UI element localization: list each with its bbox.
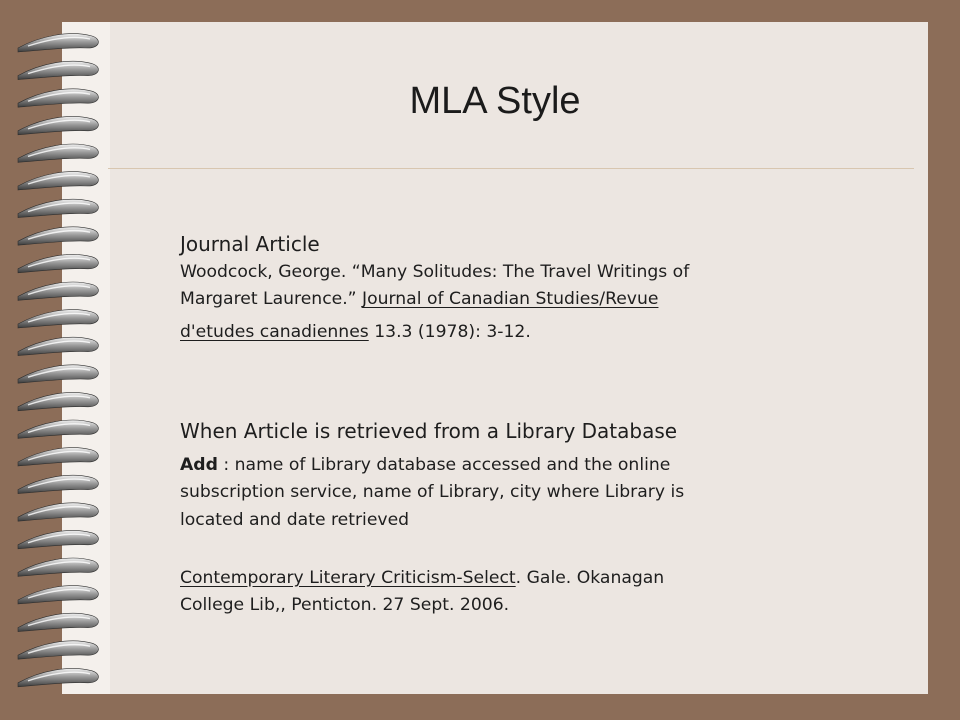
instruction-line: located and date retrieved [180, 509, 410, 530]
spiral-coil-icon [18, 337, 98, 355]
spiral-coil-icon [18, 144, 98, 162]
spiral-coil-icon [18, 392, 98, 410]
spiral-coil-icon [18, 641, 98, 659]
spiral-coil-icon [18, 586, 98, 604]
spiral-coil-icon [18, 310, 98, 328]
journal-title: d'etudes canadiennes [180, 321, 369, 342]
spiral-coil-icon [18, 613, 98, 631]
spiral-coil-icon [18, 558, 98, 576]
journal-citation [180, 259, 689, 346]
database-instructions [180, 452, 684, 534]
spiral-coil-icon [18, 172, 98, 190]
spiral-coil-icon [18, 420, 98, 438]
citation-text: Margaret Laurence.” [180, 289, 363, 310]
spiral-coil-icon [18, 503, 98, 521]
spiral-coil-icon [18, 254, 98, 272]
spiral-coil-icon [18, 34, 98, 52]
slide-title: MLA Style [409, 80, 581, 122]
example-text: . Gale. Okanagan [515, 568, 665, 588]
example-line [180, 565, 664, 592]
citation-line [180, 319, 689, 346]
database-heading: When Article is retrieved from a Library Database [180, 419, 678, 443]
title-divider [108, 168, 914, 169]
citation-line: Woodcock, George. “Many Solitudes: The Travel Writings of [180, 262, 690, 282]
instruction-line [180, 452, 684, 479]
spiral-coil-icon [18, 61, 98, 79]
spiral-coil-icon [18, 668, 98, 686]
journal-title: Journal of Canadian Studies/Revue [362, 289, 659, 310]
citation-text: 13.3 (1978): 3-12. [368, 321, 531, 342]
spiral-coil-icon [18, 475, 98, 493]
instruction-text: : name of Library database accessed and the online [217, 455, 671, 475]
spiral-coil-icon [18, 530, 98, 548]
spiral-coil-icon [18, 227, 98, 245]
journal-article-heading: Journal Article [180, 232, 320, 256]
database-example-citation [180, 565, 664, 620]
spiral-coil-icon [18, 282, 98, 300]
instruction-line: subscription service, name of Library, city where Library is [180, 482, 685, 503]
citation-line [180, 286, 689, 313]
database-title: Contemporary Literary Criticism-Select [180, 568, 516, 588]
example-line: College Lib,, Penticton. 27 Sept. 2006. [180, 595, 510, 616]
add-label: Add [180, 455, 218, 475]
spiral-coil-icon [18, 365, 98, 383]
spiral-coil-icon [18, 448, 98, 466]
spiral-coil-icon [18, 199, 98, 217]
